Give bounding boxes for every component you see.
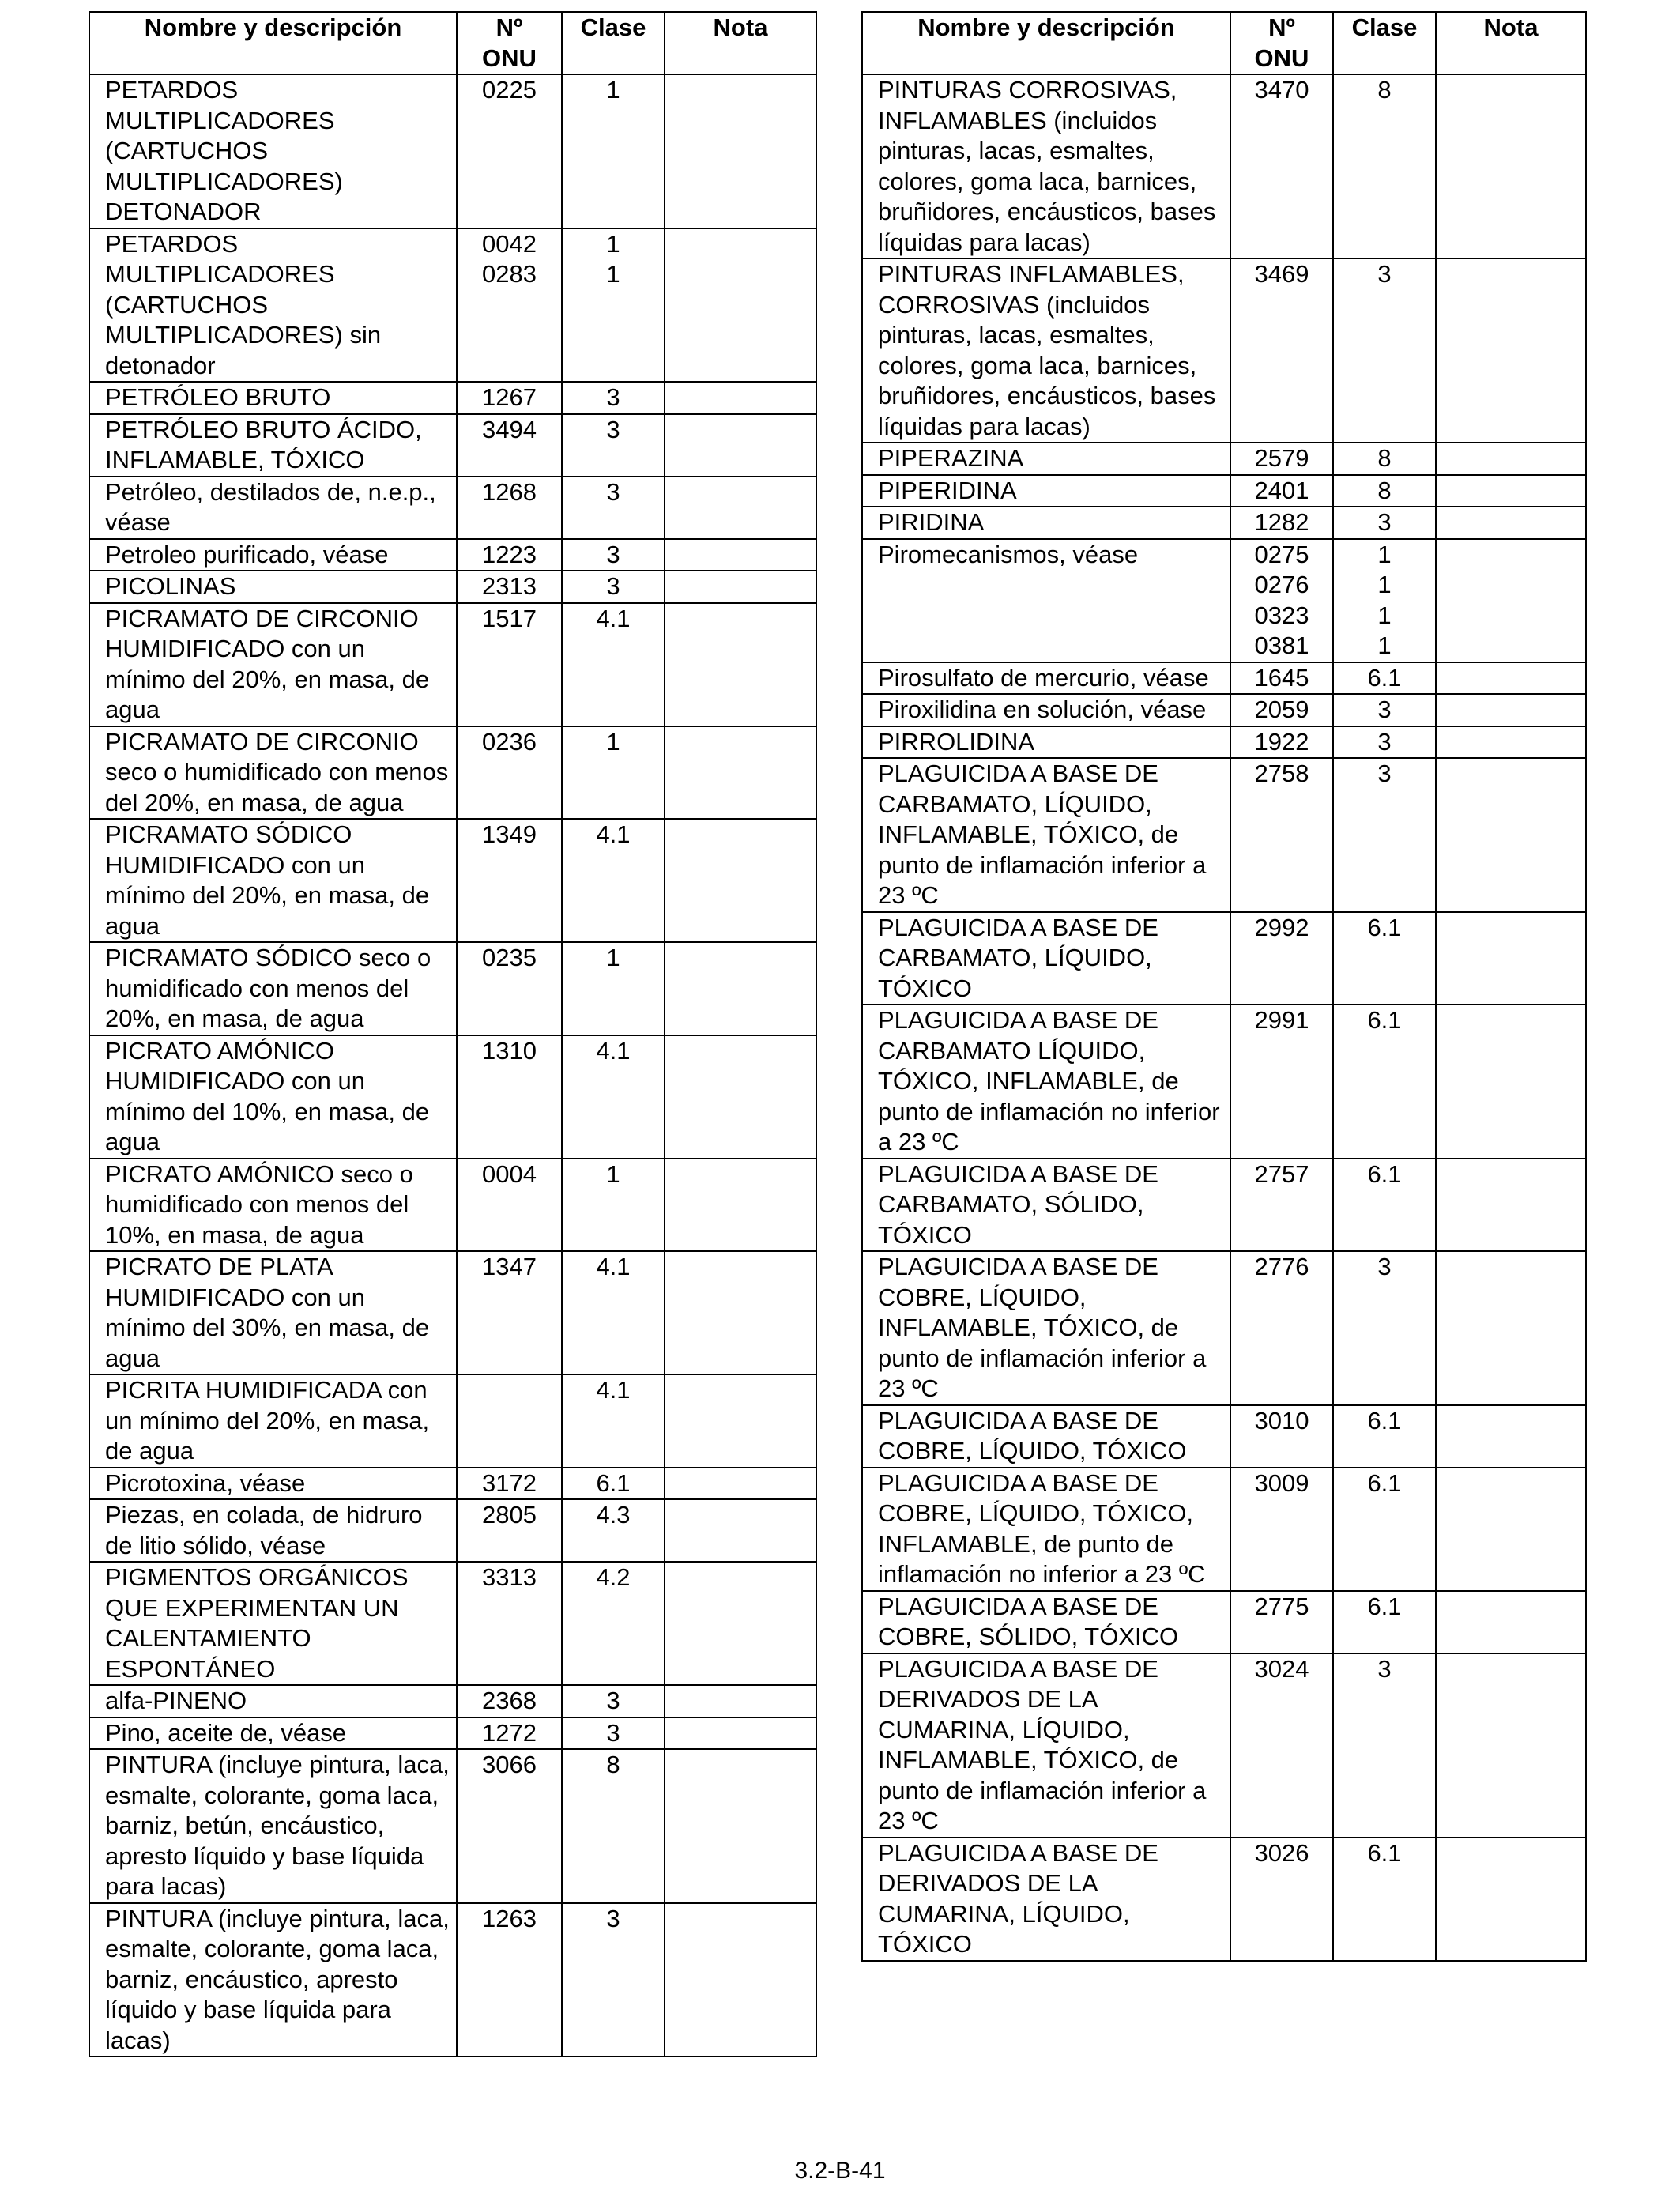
note-cell <box>1436 1653 1586 1838</box>
table-row <box>862 1591 1586 1653</box>
class-cell: 6.1 <box>1333 1838 1436 1961</box>
note-cell <box>1436 1591 1586 1653</box>
class-cell: 6.1 <box>1333 1591 1436 1653</box>
table-row <box>862 74 1586 258</box>
class-cell: 1 1 1 1 <box>1333 539 1436 662</box>
substance-name-cell: PICRATO DE PLATA HUMIDIFICADO con un mínimo del 30%, en masa, de agua <box>89 1251 457 1374</box>
onu-number-cell: 2992 <box>1230 912 1333 1005</box>
substance-name-cell: Picrotoxina, véase <box>89 1468 457 1500</box>
onu-number-cell: 0042 0283 <box>457 228 562 383</box>
table-row <box>89 819 816 942</box>
substance-name-cell: Petroleo purificado, véase <box>89 539 457 571</box>
table-row <box>89 942 816 1035</box>
note-cell <box>665 726 816 820</box>
substance-name-cell: PICRAMATO DE CIRCONIO seco o humidificado con menos del 20%, en masa, de agua <box>89 726 457 820</box>
note-cell <box>1436 507 1586 539</box>
onu-number-cell: 1282 <box>1230 507 1333 539</box>
substance-name-cell: PIRROLIDINA <box>862 726 1230 759</box>
table-row <box>89 414 816 477</box>
dangerous-goods-table-left <box>89 11 817 2057</box>
note-cell <box>1436 1159 1586 1252</box>
substance-name-cell: PLAGUICIDA A BASE DE CARBAMATO, LÍQUIDO, INFLAMABLE, TÓXICO, de punto de inflamación inferior a 23 ºC <box>862 758 1230 912</box>
substance-name-cell: Petróleo, destilados de, n.e.p., véase <box>89 477 457 539</box>
class-cell: 4.1 <box>562 1374 665 1468</box>
class-cell: 1 <box>562 726 665 820</box>
table-row <box>862 758 1586 912</box>
class-cell: 3 <box>562 1903 665 2057</box>
note-cell <box>1436 74 1586 258</box>
header-onu: Nº ONU <box>1230 12 1333 74</box>
table-row <box>862 539 1586 662</box>
class-cell: 8 <box>1333 74 1436 258</box>
class-cell: 6.1 <box>1333 1405 1436 1468</box>
class-cell: 6.1 <box>1333 1159 1436 1252</box>
onu-number-cell: 1922 <box>1230 726 1333 759</box>
onu-number-cell: 2401 <box>1230 475 1333 507</box>
class-cell: 1 1 <box>562 228 665 383</box>
onu-number-cell: 0236 <box>457 726 562 820</box>
note-cell <box>665 228 816 383</box>
table-row <box>862 1005 1586 1159</box>
substance-name-cell: PICRAMATO SÓDICO seco o humidificado con menos del 20%, en masa, de agua <box>89 942 457 1035</box>
substance-name-cell: PICRITA HUMIDIFICADA con un mínimo del 20%, en masa, de agua <box>89 1374 457 1468</box>
header-nota: Nota <box>665 12 816 74</box>
table-row <box>862 258 1586 443</box>
note-cell <box>1436 539 1586 662</box>
note-cell <box>1436 1838 1586 1961</box>
table-row <box>89 1499 816 1562</box>
substance-name-cell: Piromecanismos, véase <box>862 539 1230 662</box>
substance-name-cell: PINTURAS CORROSIVAS, INFLAMABLES (incluidos pinturas, lacas, esmaltes, colores, goma laca, barnices, bruñidores, encáusticos, bases líquidas para lacas) <box>862 74 1230 258</box>
table-row <box>89 1685 816 1717</box>
table-row <box>862 475 1586 507</box>
page-number: 3.2-B-41 <box>794 2158 886 2184</box>
substance-name-cell: PICRAMATO DE CIRCONIO HUMIDIFICADO con un mínimo del 20%, en masa, de agua <box>89 603 457 726</box>
note-cell <box>665 571 816 603</box>
table-row <box>89 1717 816 1750</box>
note-cell <box>665 1903 816 2057</box>
note-cell <box>665 1562 816 1685</box>
header-name: Nombre y descripción <box>89 12 457 74</box>
table-row <box>89 1251 816 1374</box>
substance-name-cell: PETARDOS MULTIPLICADORES (CARTUCHOS MULTIPLICADORES) sin detonador <box>89 228 457 383</box>
substance-name-cell: PLAGUICIDA A BASE DE DERIVADOS DE LA CUMARINA, LÍQUIDO, INFLAMABLE, TÓXICO, de punto de inflamación inferior a 23 ºC <box>862 1653 1230 1838</box>
substance-name-cell: Piezas, en colada, de hidruro de litio sólido, véase <box>89 1499 457 1562</box>
onu-number-cell: 2579 <box>1230 443 1333 475</box>
table-row <box>862 912 1586 1005</box>
onu-number-cell: 1517 <box>457 603 562 726</box>
substance-name-cell: Pino, aceite de, véase <box>89 1717 457 1750</box>
onu-number-cell: 3470 <box>1230 74 1333 258</box>
class-cell: 3 <box>1333 1251 1436 1405</box>
table-row <box>862 1653 1586 1838</box>
class-cell: 1 <box>562 942 665 1035</box>
substance-name-cell: PIPERIDINA <box>862 475 1230 507</box>
table-row <box>89 1903 816 2057</box>
onu-number-cell: 2776 <box>1230 1251 1333 1405</box>
class-cell: 6.1 <box>1333 662 1436 695</box>
onu-number-cell: 3010 <box>1230 1405 1333 1468</box>
table-row <box>89 1749 816 1903</box>
table-body-right <box>862 74 1586 1961</box>
table-row <box>862 443 1586 475</box>
onu-number-cell: 0225 <box>457 74 562 228</box>
onu-number-cell: 1347 <box>457 1251 562 1374</box>
note-cell <box>665 1749 816 1903</box>
class-cell: 6.1 <box>562 1468 665 1500</box>
table-row <box>862 1159 1586 1252</box>
onu-number-cell: 2059 <box>1230 694 1333 726</box>
onu-number-cell: 2758 <box>1230 758 1333 912</box>
note-cell <box>665 1035 816 1159</box>
table-row <box>89 1562 816 1685</box>
onu-number-cell <box>457 1374 562 1468</box>
onu-number-cell: 0275 0276 0323 0381 <box>1230 539 1333 662</box>
onu-number-cell: 2991 <box>1230 1005 1333 1159</box>
table-header-row <box>89 12 816 74</box>
substance-name-cell: PLAGUICIDA A BASE DE CARBAMATO LÍQUIDO, TÓXICO, INFLAMABLE, de punto de inflamación no inferior a 23 ºC <box>862 1005 1230 1159</box>
substance-name-cell: PICOLINAS <box>89 571 457 603</box>
note-cell <box>1436 662 1586 695</box>
note-cell <box>665 1251 816 1374</box>
onu-number-cell: 1645 <box>1230 662 1333 695</box>
table-row <box>89 477 816 539</box>
table-row <box>862 1838 1586 1961</box>
header-nota: Nota <box>1436 12 1586 74</box>
onu-number-cell: 1272 <box>457 1717 562 1750</box>
note-cell <box>665 74 816 228</box>
class-cell: 3 <box>1333 507 1436 539</box>
substance-name-cell: PLAGUICIDA A BASE DE COBRE, LÍQUIDO, TÓXICO, INFLAMABLE, de punto de inflamación no inferior a 23 ºC <box>862 1468 1230 1591</box>
class-cell: 3 <box>1333 258 1436 443</box>
class-cell: 3 <box>562 414 665 477</box>
table-row <box>89 228 816 383</box>
table-row <box>862 726 1586 759</box>
table-body-left <box>89 74 816 2056</box>
class-cell: 3 <box>1333 694 1436 726</box>
substance-name-cell: PIPERAZINA <box>862 443 1230 475</box>
class-cell: 8 <box>562 1749 665 1903</box>
substance-name-cell: PLAGUICIDA A BASE DE CARBAMATO, LÍQUIDO, TÓXICO <box>862 912 1230 1005</box>
substance-name-cell: PIRIDINA <box>862 507 1230 539</box>
onu-number-cell: 1310 <box>457 1035 562 1159</box>
substance-name-cell: PINTURAS INFLAMABLES, CORROSIVAS (incluidos pinturas, lacas, esmaltes, colores, goma laca, barnices, bruñidores, encáusticos, bases líquidas para lacas) <box>862 258 1230 443</box>
onu-number-cell: 3172 <box>457 1468 562 1500</box>
onu-number-cell: 1263 <box>457 1903 562 2057</box>
class-cell: 6.1 <box>1333 912 1436 1005</box>
note-cell <box>665 819 816 942</box>
class-cell: 4.1 <box>562 603 665 726</box>
substance-name-cell: PETRÓLEO BRUTO ÁCIDO, INFLAMABLE, TÓXICO <box>89 414 457 477</box>
note-cell <box>665 942 816 1035</box>
note-cell <box>1436 475 1586 507</box>
substance-name-cell: alfa-PINENO <box>89 1685 457 1717</box>
substance-name-cell: PLAGUICIDA A BASE DE CARBAMATO, SÓLIDO, TÓXICO <box>862 1159 1230 1252</box>
table-row <box>89 74 816 228</box>
header-clase: Clase <box>562 12 665 74</box>
note-cell <box>1436 443 1586 475</box>
onu-number-cell: 1223 <box>457 539 562 571</box>
note-cell <box>1436 912 1586 1005</box>
onu-number-cell: 2757 <box>1230 1159 1333 1252</box>
substance-name-cell: PLAGUICIDA A BASE DE COBRE, LÍQUIDO, INFLAMABLE, TÓXICO, de punto de inflamación inferior a 23 ºC <box>862 1251 1230 1405</box>
class-cell: 8 <box>1333 443 1436 475</box>
substance-name-cell: PETRÓLEO BRUTO <box>89 382 457 414</box>
onu-number-cell: 2368 <box>457 1685 562 1717</box>
dangerous-goods-table-right <box>861 11 1587 1962</box>
class-cell: 1 <box>562 74 665 228</box>
class-cell: 3 <box>562 1685 665 1717</box>
header-onu: Nº ONU <box>457 12 562 74</box>
note-cell <box>665 603 816 726</box>
note-cell <box>665 1374 816 1468</box>
class-cell: 4.1 <box>562 819 665 942</box>
note-cell <box>1436 694 1586 726</box>
note-cell <box>665 1468 816 1500</box>
header-name: Nombre y descripción <box>862 12 1230 74</box>
note-cell <box>665 1685 816 1717</box>
onu-number-cell: 1349 <box>457 819 562 942</box>
table-row <box>862 507 1586 539</box>
class-cell: 8 <box>1333 475 1436 507</box>
note-cell <box>665 477 816 539</box>
note-cell <box>1436 726 1586 759</box>
onu-number-cell: 3494 <box>457 414 562 477</box>
onu-number-cell: 2313 <box>457 571 562 603</box>
note-cell <box>665 414 816 477</box>
substance-name-cell: PLAGUICIDA A BASE DE COBRE, LÍQUIDO, TÓXICO <box>862 1405 1230 1468</box>
note-cell <box>1436 258 1586 443</box>
class-cell: 3 <box>1333 726 1436 759</box>
class-cell: 4.2 <box>562 1562 665 1685</box>
note-cell <box>665 539 816 571</box>
table-row <box>862 694 1586 726</box>
table-row <box>862 1468 1586 1591</box>
header-clase: Clase <box>1333 12 1436 74</box>
class-cell: 3 <box>562 539 665 571</box>
table-row <box>89 603 816 726</box>
class-cell: 6.1 <box>1333 1005 1436 1159</box>
substance-name-cell: PICRATO AMÓNICO seco o humidificado con menos del 10%, en masa, de agua <box>89 1159 457 1252</box>
substance-name-cell: PLAGUICIDA A BASE DE COBRE, SÓLIDO, TÓXICO <box>862 1591 1230 1653</box>
onu-number-cell: 3313 <box>457 1562 562 1685</box>
table-row <box>862 662 1586 695</box>
table-row <box>89 1468 816 1500</box>
onu-number-cell: 1268 <box>457 477 562 539</box>
note-cell <box>1436 1468 1586 1591</box>
onu-number-cell: 2805 <box>457 1499 562 1562</box>
class-cell: 3 <box>562 477 665 539</box>
substance-name-cell: Piroxilidina en solución, véase <box>862 694 1230 726</box>
table-row <box>89 571 816 603</box>
class-cell: 4.1 <box>562 1251 665 1374</box>
substance-name-cell: PICRAMATO SÓDICO HUMIDIFICADO con un mínimo del 20%, en masa, de agua <box>89 819 457 942</box>
class-cell: 3 <box>562 1717 665 1750</box>
note-cell <box>1436 1251 1586 1405</box>
substance-name-cell: PINTURA (incluye pintura, laca, esmalte, colorante, goma laca, barniz, betún, encáustico, apresto líquido y base líquida para lacas) <box>89 1749 457 1903</box>
onu-number-cell: 1267 <box>457 382 562 414</box>
onu-number-cell: 3469 <box>1230 258 1333 443</box>
substance-name-cell: Pirosulfato de mercurio, véase <box>862 662 1230 695</box>
onu-number-cell: 2775 <box>1230 1591 1333 1653</box>
note-cell <box>1436 1405 1586 1468</box>
onu-number-cell: 3024 <box>1230 1653 1333 1838</box>
note-cell <box>1436 1005 1586 1159</box>
table-row <box>89 382 816 414</box>
note-cell <box>665 1159 816 1252</box>
table-row <box>862 1405 1586 1468</box>
note-cell <box>665 1499 816 1562</box>
substance-name-cell: PLAGUICIDA A BASE DE DERIVADOS DE LA CUMARINA, LÍQUIDO, TÓXICO <box>862 1838 1230 1961</box>
note-cell <box>665 1717 816 1750</box>
table-header-row <box>862 12 1586 74</box>
substance-name-cell: PICRATO AMÓNICO HUMIDIFICADO con un mínimo del 10%, en masa, de agua <box>89 1035 457 1159</box>
class-cell: 3 <box>562 382 665 414</box>
class-cell: 4.1 <box>562 1035 665 1159</box>
onu-number-cell: 0235 <box>457 942 562 1035</box>
substance-name-cell: PINTURA (incluye pintura, laca, esmalte, colorante, goma laca, barniz, encáustico, apresto líquido y base líquida para lacas) <box>89 1903 457 2057</box>
substance-name-cell: PIGMENTOS ORGÁNICOS QUE EXPERIMENTAN UN CALENTAMIENTO ESPONTÁNEO <box>89 1562 457 1685</box>
class-cell: 3 <box>562 571 665 603</box>
class-cell: 3 <box>1333 1653 1436 1838</box>
onu-number-cell: 3026 <box>1230 1838 1333 1961</box>
onu-number-cell: 0004 <box>457 1159 562 1252</box>
table-row <box>89 1035 816 1159</box>
note-cell <box>1436 758 1586 912</box>
class-cell: 6.1 <box>1333 1468 1436 1591</box>
class-cell: 4.3 <box>562 1499 665 1562</box>
table-row <box>862 1251 1586 1405</box>
table-row <box>89 726 816 820</box>
table-row <box>89 1374 816 1468</box>
class-cell: 1 <box>562 1159 665 1252</box>
table-row <box>89 1159 816 1252</box>
table-row <box>89 539 816 571</box>
onu-number-cell: 3009 <box>1230 1468 1333 1591</box>
onu-number-cell: 3066 <box>457 1749 562 1903</box>
substance-name-cell: PETARDOS MULTIPLICADORES (CARTUCHOS MULTIPLICADORES) DETONADOR <box>89 74 457 228</box>
note-cell <box>665 382 816 414</box>
class-cell: 3 <box>1333 758 1436 912</box>
